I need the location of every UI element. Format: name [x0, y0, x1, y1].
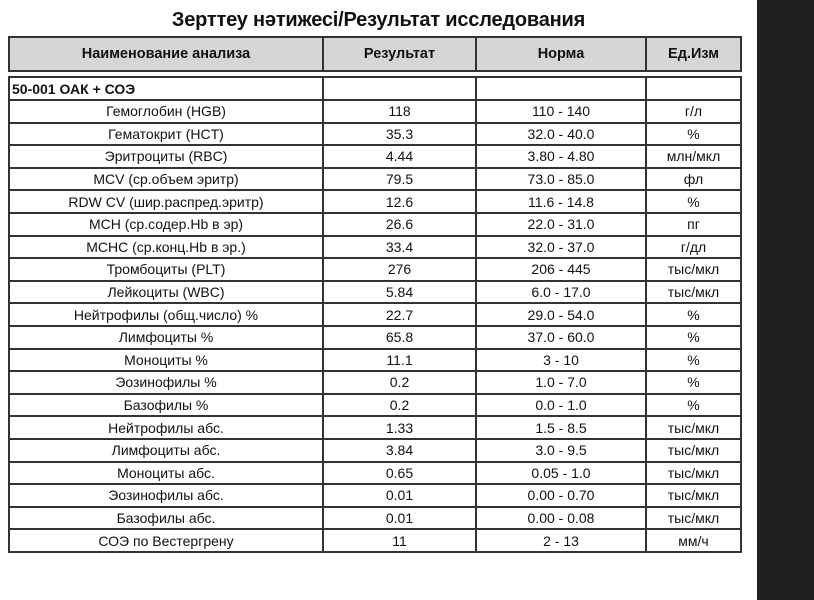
cell-result: 11: [323, 529, 476, 552]
cell-unit: г/л: [646, 100, 741, 123]
table-row: [9, 236, 741, 259]
section-title: 50-001 ОАК + СОЭ: [9, 77, 323, 100]
table-row: [9, 100, 741, 123]
cell-result: 11.1: [323, 349, 476, 372]
cell-unit: %: [646, 326, 741, 349]
cell-name: Эозинофилы абс.: [9, 484, 323, 507]
table-row: [9, 416, 741, 439]
cell-name: СОЭ по Вестергрену: [9, 529, 323, 552]
table-row: [9, 190, 741, 213]
cell-result: 1.33: [323, 416, 476, 439]
table-row: [9, 326, 741, 349]
cell-norm: 110 - 140: [476, 100, 646, 123]
cell-unit: фл: [646, 168, 741, 191]
cell-result: 276: [323, 258, 476, 281]
cell-result: 33.4: [323, 236, 476, 259]
cell-result: 3.84: [323, 439, 476, 462]
cell-result: 65.8: [323, 326, 476, 349]
cell-unit: тыс/мкл: [646, 416, 741, 439]
cell-norm: 6.0 - 17.0: [476, 281, 646, 304]
cell-unit: тыс/мкл: [646, 281, 741, 304]
empty-cell: [323, 77, 476, 100]
table-row: [9, 484, 741, 507]
cell-name: MCHC (ср.конц.Hb в эр.): [9, 236, 323, 259]
table-row: [9, 507, 741, 530]
cell-unit: мм/ч: [646, 529, 741, 552]
table-row: [9, 145, 741, 168]
cell-norm: 206 - 445: [476, 258, 646, 281]
header-name: Наименование анализа: [9, 37, 323, 71]
cell-norm: 1.0 - 7.0: [476, 371, 646, 394]
cell-norm: 0.0 - 1.0: [476, 394, 646, 417]
cell-unit: млн/мкл: [646, 145, 741, 168]
cell-unit: тыс/мкл: [646, 258, 741, 281]
cell-result: 26.6: [323, 213, 476, 236]
cell-name: Базофилы абс.: [9, 507, 323, 530]
cell-name: Базофилы %: [9, 394, 323, 417]
table-row: [9, 303, 741, 326]
table-row: [9, 394, 741, 417]
cell-result: 35.3: [323, 123, 476, 146]
empty-cell: [476, 77, 646, 100]
cell-norm: 3.0 - 9.5: [476, 439, 646, 462]
cell-result: 0.65: [323, 462, 476, 485]
empty-cell: [646, 77, 741, 100]
cell-result: 0.2: [323, 394, 476, 417]
cell-result: 79.5: [323, 168, 476, 191]
table-row: [9, 462, 741, 485]
cell-unit: %: [646, 190, 741, 213]
table-row: [9, 349, 741, 372]
cell-norm: 73.0 - 85.0: [476, 168, 646, 191]
cell-unit: тыс/мкл: [646, 507, 741, 530]
cell-norm: 3.80 - 4.80: [476, 145, 646, 168]
cell-name: Лимфоциты абс.: [9, 439, 323, 462]
header-unit: Ед.Изм: [646, 37, 741, 71]
cell-name: Нейтрофилы (общ.число) %: [9, 303, 323, 326]
cell-name: Эозинофилы %: [9, 371, 323, 394]
cell-name: Моноциты абс.: [9, 462, 323, 485]
table-row: [9, 439, 741, 462]
cell-name: MCV (ср.объем эритр): [9, 168, 323, 191]
cell-name: Лейкоциты (WBC): [9, 281, 323, 304]
section-row: [9, 77, 741, 100]
cell-result: 0.01: [323, 507, 476, 530]
dark-background-edge: [757, 0, 814, 600]
cell-unit: %: [646, 349, 741, 372]
cell-norm: 0.00 - 0.70: [476, 484, 646, 507]
table-row: [9, 213, 741, 236]
results-table-header: [8, 36, 742, 72]
cell-norm: 0.00 - 0.08: [476, 507, 646, 530]
cell-name: Эритроциты (RBC): [9, 145, 323, 168]
cell-name: Гемоглобин (HGB): [9, 100, 323, 123]
cell-norm: 11.6 - 14.8: [476, 190, 646, 213]
cell-result: 0.2: [323, 371, 476, 394]
cell-result: 118: [323, 100, 476, 123]
cell-norm: 22.0 - 31.0: [476, 213, 646, 236]
cell-unit: %: [646, 303, 741, 326]
cell-unit: г/дл: [646, 236, 741, 259]
page-title: Зерттеу нәтижесі/Результат исследования: [171, 9, 586, 31]
results-table: [8, 76, 742, 553]
cell-name: Гематокрит (HCT): [9, 123, 323, 146]
cell-result: 4.44: [323, 145, 476, 168]
cell-name: RDW CV (шир.распред.эритр): [9, 190, 323, 213]
cell-unit: тыс/мкл: [646, 462, 741, 485]
cell-norm: 3 - 10: [476, 349, 646, 372]
cell-norm: 29.0 - 54.0: [476, 303, 646, 326]
table-row: [9, 371, 741, 394]
table-row: [9, 529, 741, 552]
table-row: [9, 258, 741, 281]
header-result: Результат: [323, 37, 476, 71]
table-row: [9, 168, 741, 191]
cell-name: MCH (ср.содер.Hb в эр): [9, 213, 323, 236]
cell-result: 0.01: [323, 484, 476, 507]
cell-unit: тыс/мкл: [646, 439, 741, 462]
table-row: [9, 123, 741, 146]
cell-norm: 32.0 - 37.0: [476, 236, 646, 259]
cell-unit: %: [646, 123, 741, 146]
cell-norm: 32.0 - 40.0: [476, 123, 646, 146]
cell-name: Тромбоциты (PLT): [9, 258, 323, 281]
cell-result: 12.6: [323, 190, 476, 213]
cell-norm: 2 - 13: [476, 529, 646, 552]
cell-norm: 1.5 - 8.5: [476, 416, 646, 439]
cell-norm: 37.0 - 60.0: [476, 326, 646, 349]
cell-unit: пг: [646, 213, 741, 236]
table-row: [9, 281, 741, 304]
cell-name: Лимфоциты %: [9, 326, 323, 349]
cell-norm: 0.05 - 1.0: [476, 462, 646, 485]
cell-unit: тыс/мкл: [646, 484, 741, 507]
cell-name: Моноциты %: [9, 349, 323, 372]
cell-unit: %: [646, 394, 741, 417]
cell-result: 22.7: [323, 303, 476, 326]
cell-result: 5.84: [323, 281, 476, 304]
cell-name: Нейтрофилы абс.: [9, 416, 323, 439]
header-norm: Норма: [476, 37, 646, 71]
cell-unit: %: [646, 371, 741, 394]
